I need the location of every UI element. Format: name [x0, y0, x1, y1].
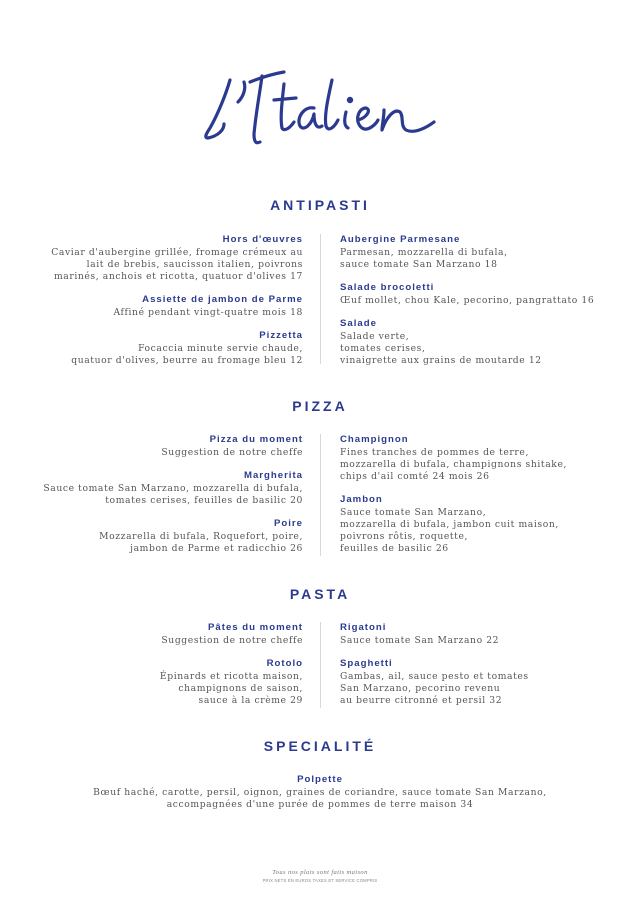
item-name: Pizza du moment — [209, 434, 303, 445]
item-name: Spaghetti — [340, 658, 393, 669]
item-name: Hors d'œuvres — [222, 234, 303, 245]
item-description: Sauce tomate San Marzano, mozzarella di bufala, tomates cerises, feuilles de basilic 20 — [43, 483, 303, 506]
item-description: Sauce tomate San Marzano, mozzarella di bufala, jambon cuit maison, poivrons rôtis, roquette, feuilles de basilic 26 — [340, 507, 559, 554]
item-name: Salade — [340, 318, 377, 329]
item-name: Rotolo — [266, 658, 303, 669]
item-description: Suggestion de notre cheffe — [161, 447, 303, 458]
item-name: Assiette de jambon de Parme — [142, 294, 303, 305]
item-name: Polpette — [297, 774, 343, 785]
footer-legal: PRIX NETS EN EUROS TAXES ET SERVICE COMPRIS — [262, 878, 378, 883]
menu-item — [43, 470, 303, 507]
item-description: Salade verte, tomates cerises, vinaigrette aux grains de moutarde 12 — [340, 331, 542, 366]
item-name: Pâtes du moment — [208, 622, 303, 633]
menu-item — [340, 494, 567, 555]
item-description: Parmesan, mozzarella di bufala, sauce tomate San Marzano 18 — [340, 247, 508, 270]
item-description: Gambas, ail, sauce pesto et tomates San Marzano, pecorino revenu au beurre citronné et persil 32 — [340, 671, 529, 706]
menu-item — [340, 318, 594, 367]
item-description: Fines tranches de pommes de terre, mozzarella di bufala, champignons shitake, chips d'ail comté 24 mois 26 — [340, 447, 567, 482]
item-description: Œuf mollet, chou Kale, pecorino, pangrattato 16 — [340, 295, 595, 306]
footer-note: Tous nos plats sont faits maison — [272, 869, 368, 876]
item-name: Aubergine Parmesane — [340, 234, 461, 245]
section-title-pizza: PIZZA — [292, 398, 348, 414]
pasta-right-column — [340, 622, 529, 718]
menu-item — [51, 294, 303, 319]
item-description: Affiné pendant vingt-quatre mois 18 — [113, 307, 303, 318]
column-divider — [320, 622, 321, 708]
item-description: Épinards et ricotta maison, champignons de saison, sauce à la crème 29 — [159, 671, 303, 706]
section-title-specialite: SPECIALITÉ — [263, 738, 377, 754]
menu-item — [51, 234, 303, 283]
item-description: Suggestion de notre cheffe — [161, 635, 303, 646]
item-description: Sauce tomate San Marzano 22 — [340, 635, 500, 646]
item-name: Jambon — [340, 494, 383, 505]
menu-item — [340, 282, 594, 307]
antipasti-right-column — [340, 234, 594, 378]
section-title-antipasti: ANTIPASTI — [270, 197, 370, 213]
menu-item — [340, 658, 529, 707]
item-name: Salade brocoletti — [340, 282, 435, 293]
menu-item — [160, 658, 303, 707]
menu-item — [340, 622, 529, 647]
restaurant-logo — [200, 62, 440, 157]
menu-item — [43, 518, 303, 555]
column-divider — [320, 434, 321, 556]
item-name: Poire — [274, 518, 303, 529]
item-name: Pizzetta — [259, 330, 303, 341]
menu-item — [51, 330, 303, 367]
item-description: Focaccia minute servie chaude, quatuor d'olives, beurre au fromage bleu 12 — [71, 343, 303, 366]
specialite-item — [0, 774, 640, 811]
section-title-pasta: PASTA — [289, 586, 351, 602]
item-description: Caviar d'aubergine grillée, fromage crémeux au lait de brebis, saucisson italien, poivrons marinés, anchois et ricotta, quatuor d'olives 17 — [51, 247, 303, 282]
pizza-left-column — [43, 434, 303, 566]
item-description: Bœuf haché, carotte, persil, oignon, graines de coriandre, sauce tomate San Marzano, accompagnées d'une purée de pommes de terre maison 34 — [93, 787, 547, 810]
pizza-right-column — [340, 434, 567, 566]
item-name: Champignon — [340, 434, 409, 445]
item-description: Mozzarella di bufala, Roquefort, poire, jambon de Parme et radicchio 26 — [99, 531, 303, 554]
menu-item — [340, 234, 594, 271]
column-divider — [320, 234, 321, 364]
menu-item — [340, 434, 567, 483]
item-name: Margherita — [243, 470, 303, 481]
antipasti-left-column — [51, 234, 303, 378]
item-name: Rigatoni — [340, 622, 387, 633]
pasta-left-column — [160, 622, 303, 718]
menu-item — [43, 434, 303, 459]
menu-item — [160, 622, 303, 647]
